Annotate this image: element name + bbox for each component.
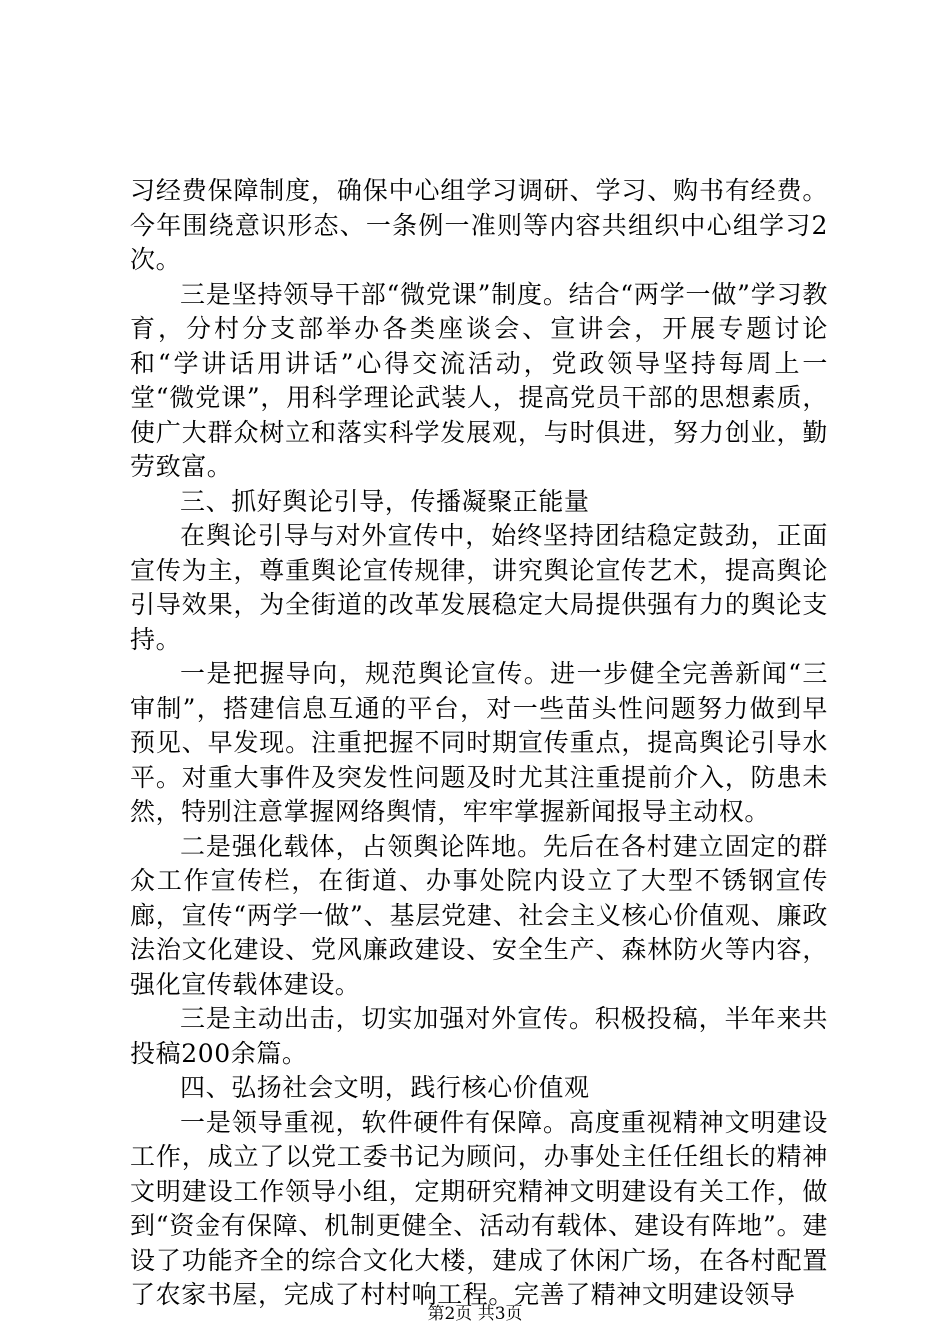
- paragraph-3: 在舆论引导与对外宣传中，始终坚持团结稳定鼓劲，正面宣传为主，尊重舆论宣传规律，讲究舆论宣传艺术，提高舆论引导效果，为全街道的改革发展稳定大局提供强有力的舆论支持。: [130, 521, 828, 654]
- section-heading-3: 三、抓好舆论引导，传播凝聚正能量: [180, 486, 590, 516]
- page-footer: 第2页 共3页: [427, 1304, 523, 1324]
- paragraph-5: 二是强化载体，占领舆论阵地。先后在各村建立固定的群众工作宣传栏，在街道、办事处院内设立了大型不锈钢宣传廊，宣传“两学一做”、基层党建、社会主义核心价值观、廉政法治文化建设、党风廉政建设、安全生产、森林防火等内容，强化宣传载体建设。: [130, 831, 828, 999]
- paragraph-7: 一是领导重视，软件硬件有保障。高度重视精神文明建设工作，成立了以党工委书记为顾问，办事处主任任组长的精神文明建设工作领导小组，定期研究精神文明建设有关工作，做到“资金有保障、机制更健全、活动有载体、建设有阵地”。建设了功能齐全的综合文化大楼，建成了休闲广场，在各村配置了农家书屋，完成了村村响工程。完善了精神文明建设领导: [130, 1107, 828, 1309]
- document-body: [130, 174, 828, 1313]
- paragraph-2: 三是坚持领导干部“微党课”制度。结合“两学一做”学习教育，分村分支部举办各类座谈会、宣讲会，开展专题讨论和“学讲话用讲话”心得交流活动，党政领导坚持每周上一堂“微党课”，用科学理论武装人，提高党员干部的思想素质，使广大群众树立和落实科学发展观，与时俱进，努力创业，勤劳致富。: [130, 279, 828, 481]
- paragraph-4: 一是把握导向，规范舆论宣传。进一步健全完善新闻“三审制”，搭建信息互通的平台，对一些苗头性问题努力做到早预见、早发现。注重把握不同时期宣传重点，提高舆论引导水平。对重大事件及突发性问题及时尤其注重提前介入，防患未然，特别注意掌握网络舆情，牢牢掌握新闻报导主动权。: [130, 659, 828, 826]
- section-heading-4: 四、弘扬社会文明，践行核心价值观: [180, 1073, 590, 1102]
- paragraph-6: 三是主动出击，切实加强对外宣传。积极投稿，半年来共投稿200余篇。: [130, 1004, 828, 1068]
- paragraph-1: 习经费保障制度，确保中心组学习调研、学习、购书有经费。今年围绕意识形态、一条例一准则等内容共组织中心组学习2次。: [130, 176, 828, 274]
